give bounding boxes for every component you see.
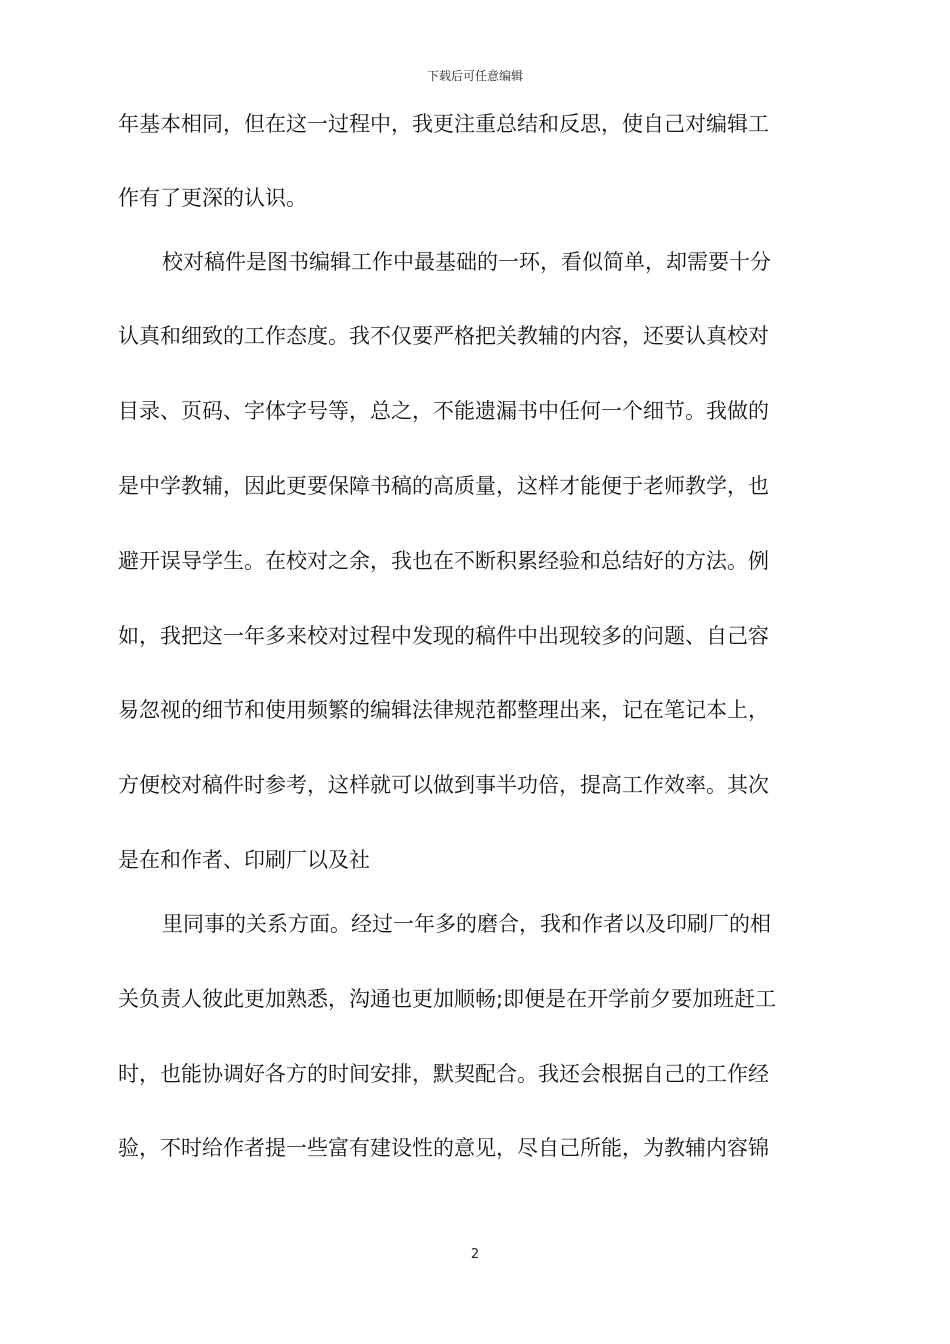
- body-line: 时，也能协调好各方的时间安排，默契配合。我还会根据自己的工作经: [118, 1062, 769, 1086]
- body-line: 关负责人彼此更加熟悉，沟通也更加顺畅;即便是在开学前夕要加班赶工: [118, 987, 777, 1011]
- paragraph-start-line: 校对稿件是图书编辑工作中最基础的一环，看似简单，却需要十分: [162, 250, 771, 274]
- body-line: 是中学教辅，因此更要保障书稿的高质量，这样才能便于老师教学，也: [118, 474, 769, 498]
- body-line: 作有了更深的认识。: [118, 186, 307, 210]
- body-line: 验，不时给作者提一些富有建设性的意见，尽自己所能，为教辅内容锦: [118, 1136, 769, 1160]
- body-line: 目录、页码、字体字号等，总之，不能遗漏书中任何一个细节。我做的: [118, 399, 769, 423]
- body-line: 是在和作者、印刷厂以及社: [118, 848, 370, 872]
- body-line: 年基本相同，但在这一过程中，我更注重总结和反思，使自己对编辑工: [118, 112, 769, 136]
- body-line: 如，我把这一年多来校对过程中发现的稿件中出现较多的问题、自己容: [118, 624, 769, 648]
- body-line: 方便校对稿件时参考，这样就可以做到事半功倍，提高工作效率。其次: [118, 773, 769, 797]
- paragraph-start-line: 里同事的关系方面。经过一年多的磨合，我和作者以及印刷厂的相: [162, 912, 771, 936]
- body-line: 易忽视的细节和使用频繁的编辑法律规范都整理出来，记在笔记本上，: [118, 698, 769, 722]
- page-header: 下载后可任意编辑: [426, 69, 523, 83]
- page-number: 2: [470, 1247, 480, 1262]
- body-line: 避开误导学生。在校对之余，我也在不断积累经验和总结好的方法。例: [118, 549, 769, 573]
- body-line: 认真和细致的工作态度。我不仅要严格把关教辅的内容，还要认真校对: [118, 324, 769, 348]
